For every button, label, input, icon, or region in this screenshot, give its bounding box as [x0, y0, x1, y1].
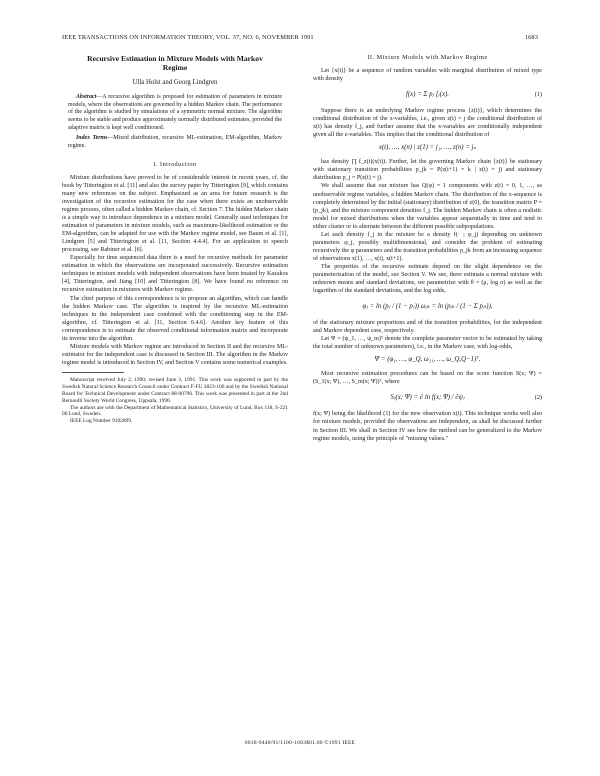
- index-terms-label: Index Terms: [76, 135, 108, 142]
- equation-number: (2): [534, 394, 542, 402]
- footnote-rule: [62, 372, 124, 373]
- abstract-text: —A recursive algorithm is proposed for estimation of parameters in mixture models, where the observations are governed by a hidden Markov chain. The performance of the algorithm is studied by simulations of a symmetric normal mixture. The algorithm seems to be stable and produce approximately normally distributed estimates, provided the adaptive matrix is kept well conditioned.: [68, 93, 282, 131]
- paragraph: Mixture distributions have proved to be of considerable interest in recent years, cf. the book by Titterington et al. [11] and also the survey paper by Titterington [9], which contains many new references on the subject. Emphasized as an area for future research is the investigation of the recursive estimation for the case when there exists an unobservable regime process, often called a hidden Markov chain, cf. Section 7. The hidden Markov chain is a simple way to introduce dependence in a mixture model. Generally used techniques for estimation of parameters in mixture models, such as maximum-likelihood estimation or the EM-algorithm, can be adapted for use with the Markov regime model, see Baum et al. [1], Lindgren [5] and Titterington et al. [11, Section 4.4.4]. For an application to speech processing, see Rabiner et al. [6].: [62, 174, 288, 254]
- running-head: [62, 34, 538, 44]
- paragraph: has density ∏ f_z(t)(x(t)). Further, let the governing Markov chain {z(t)} be stationary with stationary transition probabilities p_jk = P(z(t+1) = k | z(t) = j) and stationary distribution p_j = P(z(t) = j).: [313, 159, 542, 182]
- footnote-log-number: IEEE Log Number 9102899.: [70, 418, 133, 425]
- equation-log-odds: [313, 298, 542, 316]
- equation-parameter-vector: [313, 354, 542, 367]
- index-terms: [68, 135, 282, 150]
- right-column: [313, 54, 542, 443]
- paragraph: Most recursive estimation procedures can be based on the score function S(x; Ψ) = (S_1(x; Ψ), …, S_m(x; Ψ))ᵀ, where: [313, 371, 542, 386]
- section-heading-model: II. Mixture Models with Markov Regime: [367, 54, 488, 61]
- equation-expression: x(t), …, x(n) | z(1) = j₁, …, z(n) = jₙ: [378, 144, 477, 152]
- paragraph: The chief purpose of this correspondence is to propose an algorithm, which can handle the hidden Markov case. The algorithm is inspired by the recursive ML-estimation techniques in the independent case combined with the conditioning step in the EM-algorithm, cf. Titterington et al. [11, Section 6.4.6]. Another key feature of this correspondence is to estimate the observed conditional information matrix and incorporate its inverse into the algorithm.: [62, 295, 288, 342]
- paragraph: The properties of the recursive estimate depend on the slight dependence on the parameterization of the model, see Section V. We see, there estimate a normal mixture with unknown means and standard deviations, we parametrize with θ = (μ, log σ) as well as the logarithm of the standard deviations, and the log odds,: [313, 263, 542, 295]
- paragraph: Especially for time sequenced data there is a need for recursive methods for parameter estimation in which the observations are incorporated successively. Recursive estimation techniques in mixture models with independent observations have been treated by Kazakos [4], Titterington, and Jiang [10] and Titterington [8]. We have found no reference on recursive estimation in mixtures with Markov regime.: [62, 255, 288, 294]
- footnote-manuscript: Manuscript received July 2, 1990; revised June 3, 1991. This work was supported in part by the Swedish Natural Science Research Council under Contract F-FU 3823-100 and by the Swedish National Board for Technical Development under Contract 88-00796. This work was presented in part at the 2nd Bernoulli Society World Congress, Uppsala, 1990.: [62, 376, 288, 404]
- abstract-label: Abstract: [76, 93, 97, 100]
- equation-2: [313, 389, 542, 407]
- page-number: 1683: [524, 34, 538, 41]
- equation-1: [313, 86, 542, 104]
- paragraph: Mixture models with Markov regime are introduced in Section II and the recursive ML-estimator for the independent case is discussed in Section III. The algorithm in the Markov regime model is introduced in Section IV, and Section V contains some numerical examples.: [62, 343, 288, 366]
- paragraph: We shall assume that our mixture has Q(φ) = 1 components with z(t) = 0, 1, …, as unobservable regime variables, a hidden Markov chain. The distribution of the x-sequence is completely determined by the initial (stationary) distribution of z(0), the transition matrix P = (p_jk), and the mixture component densities f_j. The hidden Markov chain is often a realistic model for mixed distributions when the variables appear sequentially in time and tend to either cluster or to alternate between the different possible subpopulations.: [313, 183, 542, 230]
- abstract: [68, 94, 282, 133]
- paragraph: of the stationary mixture proportions and of the transition probabilities, for the independent and Markov dependent case, respectively.: [313, 320, 542, 335]
- paragraph: Let Ψ = (ψ_1, …, ψ_m)ᵀ denote the complete parameter vector to be estimated by taking the total number of unknown parameters), i.e., in the Markov case, with log-odds,: [313, 336, 542, 351]
- paper-title: Recursive Estimation in Mixture Models with Markov Regime: [87, 54, 263, 73]
- equation-conditional: [313, 142, 542, 155]
- equation-number: (1): [534, 91, 542, 99]
- paragraph: f(x; Ψ) being the likelihood (1) for the new observation x(t). This technique works well also for mixture models, provided the observations are independent, as shall be discussed further in Section III. We shall in Section IV see how the method can be generalized to the Markov regime models, using the principle of "missing values.": [313, 411, 542, 442]
- footnote-affiliation: The authors are with the Department of Mathematical Statistics, University of Lund, Box 118, S-221 00 Lund, Sweden.: [62, 404, 288, 418]
- journal-header: IEEE TRANSACTIONS ON INFORMATION THEORY, VOL. 37, NO. 6, NOVEMBER 1991: [62, 34, 314, 41]
- paragraph: Let {x(t)} be a sequence of random variables with marginal distribution of mixed type with density: [313, 68, 542, 83]
- equation-expression: f(x) = Σ pⱼ fⱼ(x).: [406, 91, 449, 99]
- paragraph: Suppose there is an underlying Markov regime process {z(t)}, which determines the conditional distribution of the x-variables, i.e., given z(t) = j the conditional distribution of x(t) has density f_j, and further assume that the x-variables are conditionally independent given all the z-variables. This implies that the conditional distribution of: [313, 108, 542, 139]
- equation-expression: Ψ = (φ₁, …, φ_Q, ω₁₁, …, ω_Q,Q−1)ᵀ.: [374, 356, 481, 364]
- copyright-line: 0018-9448/91/1100-1683$01.00 ©1991 IEEE: [244, 740, 356, 746]
- paragraph: Let each density f_j in the mixture be a density f(· ; φ_j) depending on unknown parameters φ_j, possibly multidimensional, and consider the problem of estimating recursively the φ parameters and the transition probabilities p_jk from an increasing sequence of observations x(1), …, x(t), x(t+1).: [313, 231, 542, 262]
- authors: Ulla Holst and Georg Lindgren: [132, 78, 218, 86]
- equation-expression: Sⱼ(x; Ψ) = ∂ ln f(x; Ψ) / ∂ψⱼ: [390, 394, 465, 402]
- index-terms-text: —Mixed distribution, recursive ML-estimation, EM-algorithm, Markov regime.: [68, 135, 282, 150]
- equation-expression: φⱼ = ln (pⱼ / (1 − pⱼ)) ωⱼₖ = ln (pⱼₖ / (1 − Σ pⱼₗ)),: [362, 303, 493, 311]
- left-column: [62, 54, 288, 425]
- section-heading-intro: I. Introduction: [153, 160, 197, 168]
